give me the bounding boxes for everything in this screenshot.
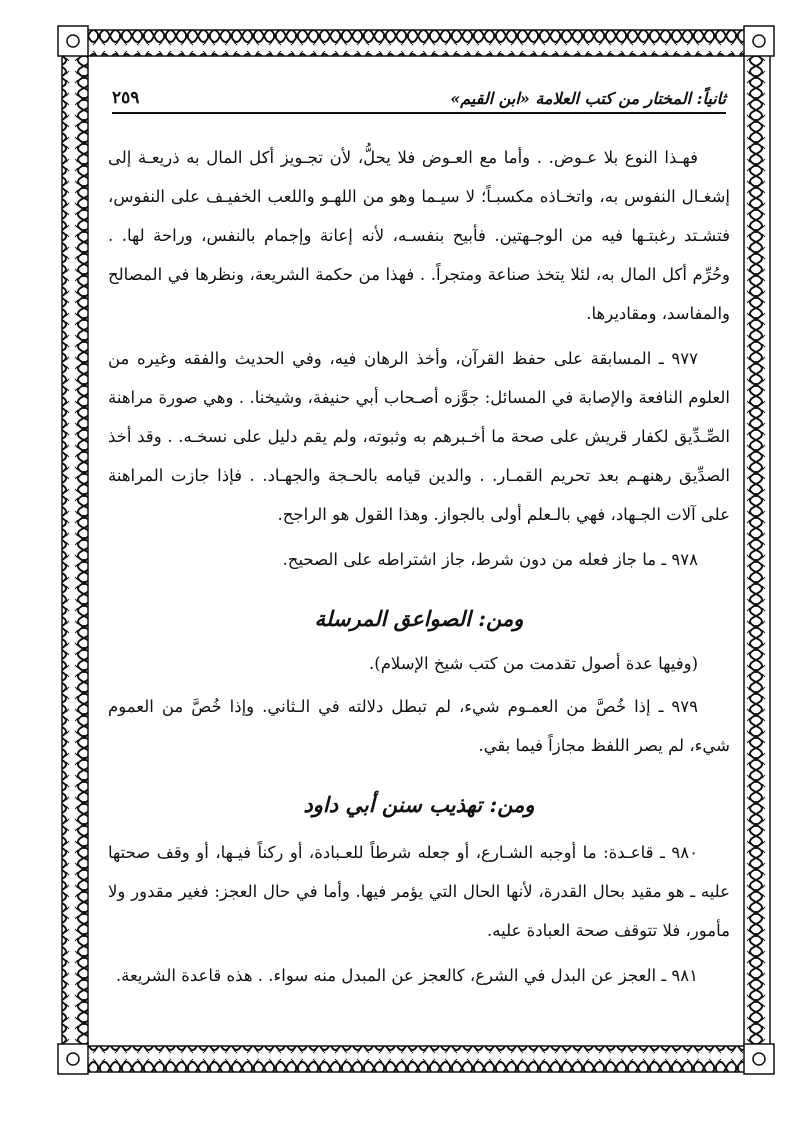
page-header: [112, 82, 726, 114]
paragraph-978: ٩٧٨ ـ ما جاز فعله من دون شرط، جاز اشتراطه على الصحيح.: [282, 550, 698, 569]
paragraph-980: ٩٨٠ ـ قاعـدة: ما أوجبه الشـارع، أو جعله شرطاً للعـبادة، أو ركناً فيـها، أو وقف صحتها عليه ـ هو مقيد بحال القدرة، لأنها الحال التي يؤمر فيها. وأما في حال العجز: فغير مقدور ولا مأمور، فلا تتوقف صحة العبادة عليه.: [108, 843, 730, 940]
paragraph-979: ٩٧٩ ـ إذا خُصَّ من العمـوم شيء، لم تبطل دلالته في الـثاني. وإذا خُصَّ من العموم شيء، لم يصر اللفظ مجازاً فيما بقي.: [108, 697, 730, 755]
section-heading-sawaiq: ومن: الصواعق المرسلة: [314, 606, 524, 631]
section-intro: (وفيها عدة أصول تقدمت من كتب شيخ الإسلام).: [369, 654, 698, 673]
paragraph-intro: فهـذا النوع بلا عـوض. . وأما مع العـوض فلا يحلُّ، لأن تجـويز أكل المال به ذريعـة إلى إشغـال النفوس به، واتخـاذه مكسبـاً؛ لا سيـما وهو من اللهـو واللعب الخفيـف على النفوس، فتشـتد رغبتـها فيه من الوجـهتين. فأبيح بنفسـه، لأنه إعانة وإجمام بالنفس، وراحة لها. . وحُرِّم أكل المال به، لئلا يتخذ صناعة ومتجراً. . فهذا من حكمة الشريعة، ونظرها في المصالح والمفاسد، ومقاديرها.: [108, 148, 730, 323]
paragraph-977: ٩٧٧ ـ المسابقة على حفظ القرآن، وأخذ الرهان فيه، وفي الحديث والفقه وغيره من العلوم النافعة والإصابة في المسائل: جوَّزه أصـحاب أبي حنيفة، وشيخنا. . وهي صورة مراهنة الصِّـدِّيق لكفار قريش على صحة ما أخـبرهم به وثبوته، ولم يقم دليل على نسخـه. . وقد أخذ الصدِّيق رهنهـم بعد تحريم القمـار. . والدين قيامه بالحـجة والجهـاد. . فإذا جازت المراهنة على آلات الجـهاد، فهي بالـعلم أولى بالجواز. وهذا القول هو الراجح.: [108, 349, 730, 524]
paragraph-981: ٩٨١ ـ العجز عن البدل في الشرع، كالعجز عن المبدل منه سواء. . هذه قاعدة الشريعة.: [115, 966, 698, 985]
running-title: ثانياً: المختار من كتب العلامة «ابن القيم»: [450, 89, 726, 108]
section-heading-tahdhib: ومن: تهذيب سنن أبي داود: [303, 792, 535, 817]
page-number: ٢٥٩: [112, 88, 140, 108]
page-body: [108, 138, 730, 995]
